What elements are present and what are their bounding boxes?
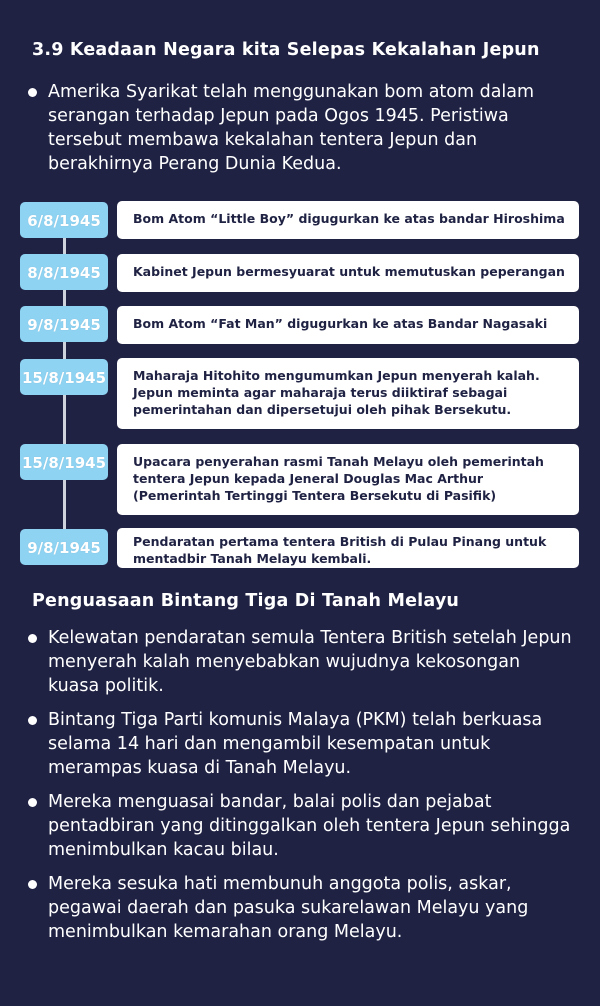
bullet-text: Mereka sesuka hati membunuh anggota polis, askar, pegawai daerah dan pasuka sukarelawan Melayu yang menimbulkan kemarahan orang Melayu. [48, 874, 529, 942]
timeline-event: Bom Atom “Little Boy” digugurkan ke atas bandar Hiroshima [117, 201, 579, 239]
timeline-event: Maharaja Hitohito mengumumkan Jepun menyerah kalah. Jepun meminta agar maharaja terus diiktiraf sebagai pemerintahan dan dipersetujui oleh pihak Bersekutu. [117, 358, 579, 429]
timeline-event: Kabinet Jepun bermesyuarat untuk memutuskan peperangan [117, 254, 579, 292]
timeline-date: 15/8/1945 [20, 444, 108, 480]
bullet-text: Bintang Tiga Parti komunis Malaya (PKM) telah berkuasa selama 14 hari dan mengambil kesempatan untuk merampas kuasa di Tanah Melayu. [48, 710, 543, 778]
timeline-date: 9/8/1945 [20, 306, 108, 342]
bintang-tiga-bullet [28, 708, 576, 780]
bullet-text: Mereka menguasai bandar, balai polis dan pejabat pentadbiran yang ditinggalkan oleh tentera Jepun sehingga menimbulkan kacau bilau. [48, 792, 571, 860]
timeline-event: Bom Atom “Fat Man” digugurkan ke atas Bandar Nagasaki [117, 306, 579, 344]
bintang-tiga-bullet [28, 626, 576, 698]
timeline-event: Pendaratan pertama tentera British di Pulau Pinang untuk mentadbir Tanah Melayu kembali. [117, 528, 579, 568]
bullet-dot-icon [28, 880, 37, 889]
timeline-date: 6/8/1945 [20, 202, 108, 238]
bullet-dot-icon [28, 634, 37, 643]
bintang-tiga-bullet-list [28, 626, 576, 954]
bullet-text: Amerika Syarikat telah menggunakan bom atom dalam serangan terhadap Jepun pada Ogos 1945. Peristiwa tersebut membawa kekalahan tentera Jepun dan berakhirnya Perang Dunia Kedua. [48, 82, 535, 174]
bintang-tiga-bullet [28, 790, 576, 862]
bintang-tiga-bullet [28, 872, 576, 944]
timeline-date: 8/8/1945 [20, 254, 108, 290]
timeline-event: Upacara penyerahan rasmi Tanah Melayu oleh pemerintah tentera Jepun kepada Jeneral Douglas Mac Arthur (Pemerintah Tertinggi Tentera Bersekutu di Pasifik) [117, 444, 579, 515]
section-title-aftermath: 3.9 Keadaan Negara kita Selepas Kekalahan Jepun [32, 40, 540, 60]
timeline-date: 15/8/1945 [20, 359, 108, 395]
bullet-dot-icon [28, 798, 37, 807]
bullet-text: Kelewatan pendaratan semula Tentera British setelah Jepun menyerah kalah menyebabkan wujudnya kekosongan kuasa politik. [48, 628, 572, 696]
timeline-date: 9/8/1945 [20, 529, 108, 565]
section-title-bintang-tiga: Penguasaan Bintang Tiga Di Tanah Melayu [32, 591, 460, 611]
bullet-dot-icon [28, 716, 37, 725]
